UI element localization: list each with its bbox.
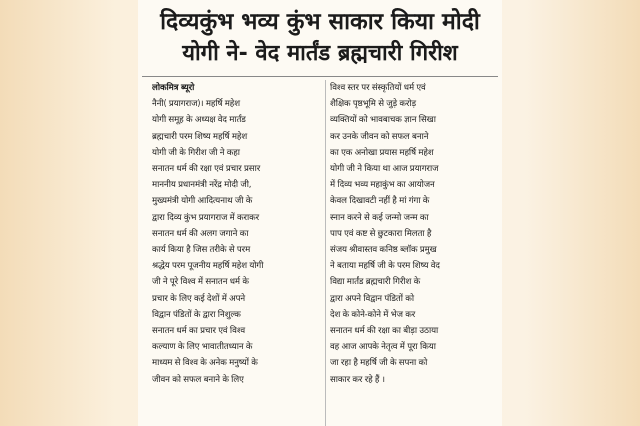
text-line: साकार कर रहे हैं । (330, 374, 385, 385)
text-line: सनातन धर्म का प्रचार एवं विश्व (152, 326, 246, 337)
text-line: सनातन धर्म की अलग जगाने का (152, 228, 249, 239)
text-line: जा रहा है महर्षि जी के सपना को (330, 358, 428, 369)
text-line: में दिव्य भव्य महाकुंभ का आयोजन (330, 180, 435, 191)
text-line: योगी जी के गिरीश जी ने कहा (152, 147, 240, 158)
text-line: व्यक्तियों को भावबाचक ज्ञान सिखा (330, 115, 436, 126)
text-line: कार्य किया है जिस तरीके से परम (152, 245, 251, 256)
text-line: नैनी( प्रयागराज)। महर्षि महेश (152, 99, 241, 110)
text-line: माध्यम से विश्व के अनेक मनुष्यों के (152, 358, 258, 369)
headline-line-1: दिव्यकुंभ भव्य कुंभ साकार किया मोदी (160, 9, 480, 35)
text-line: द्वारा दिव्य कुंभ प्रयागराज में कराकर (152, 212, 260, 223)
text-line: जी ने पूरे विश्व में सनातन धर्म के (152, 277, 249, 288)
text-line: द्वारा अपने विद्वान पंडितों को (330, 293, 414, 304)
text-line: वह आज आपके नेतृत्व में पूरा किया (330, 342, 436, 353)
text-line: शैक्षिक पृष्ठभूमि से जुड़े करोड़ (330, 99, 417, 110)
text-line: सनातन धर्म की रक्षा एवं प्रचार प्रसार (152, 164, 261, 175)
text-line: विद्वान पंडितों के द्वारा निशुल्क (152, 309, 241, 320)
text-line: संजय श्रीवास्तव कनिष्ठ ब्लॉक प्रमुख (330, 245, 437, 256)
text-line: योगी समूह के अध्यक्ष वेद मार्तंड (152, 115, 246, 126)
text-line: श्रद्धेय परम पूजनीय महर्षि महेश योगी (152, 261, 264, 272)
text-line: ब्रह्मचारी परम शिष्य महर्षि महेश (152, 131, 248, 142)
text-line: कर उनके जीवन को सफल बनाने (330, 131, 429, 142)
text-line: पाप एवं कष्ट से छुटकारा मिलता है (330, 228, 432, 239)
text-line: का एक अनोखा प्रयास महर्षि महेश (330, 147, 434, 158)
headline-rule (142, 76, 498, 77)
text-line: योगी जी ने किया था आज प्रयागराज (330, 164, 439, 175)
column-divider (325, 80, 326, 426)
text-line: मुख्यमंत्री योगी आदित्यनाथ जी के (152, 196, 253, 207)
text-line: देश के कोने-कोने में भेज कर (330, 309, 416, 320)
byline: लोकमित्र ब्यूरो (152, 83, 195, 93)
text-line: केवल दिखावटी नहीं है मां गंगा के (330, 196, 430, 207)
text-line: सनातन धर्म की रक्षा का बीड़ा उठाया (330, 326, 439, 337)
article-headline (138, 6, 502, 70)
text-line: स्नान करने से कई जन्मो जन्म का (330, 212, 429, 223)
text-line: कल्याण के लिए भावातीतध्यान के (152, 342, 253, 353)
article-column-right (330, 80, 502, 388)
text-line: विश्व स्तर पर संस्कृतियों धर्म एवं (330, 83, 426, 93)
article-column-left (152, 80, 324, 388)
text-line: माननीय प्रधानमंत्री नरेंद्र मोदी जी, (152, 180, 252, 191)
text-line: प्रचार के लिए कई देशों में अपने (152, 293, 246, 304)
headline-line-2: योगी ने- वेद मार्तंड ब्रह्मचारी गिरीश (182, 41, 458, 66)
text-line: विद्या मार्तंड ब्रह्मचारी गिरीश के (330, 277, 421, 288)
text-line: जीवन को सफल बनाने के लिए (152, 374, 244, 385)
text-line: ने बताया महर्षि जी के परम शिष्य वेद (330, 261, 440, 272)
